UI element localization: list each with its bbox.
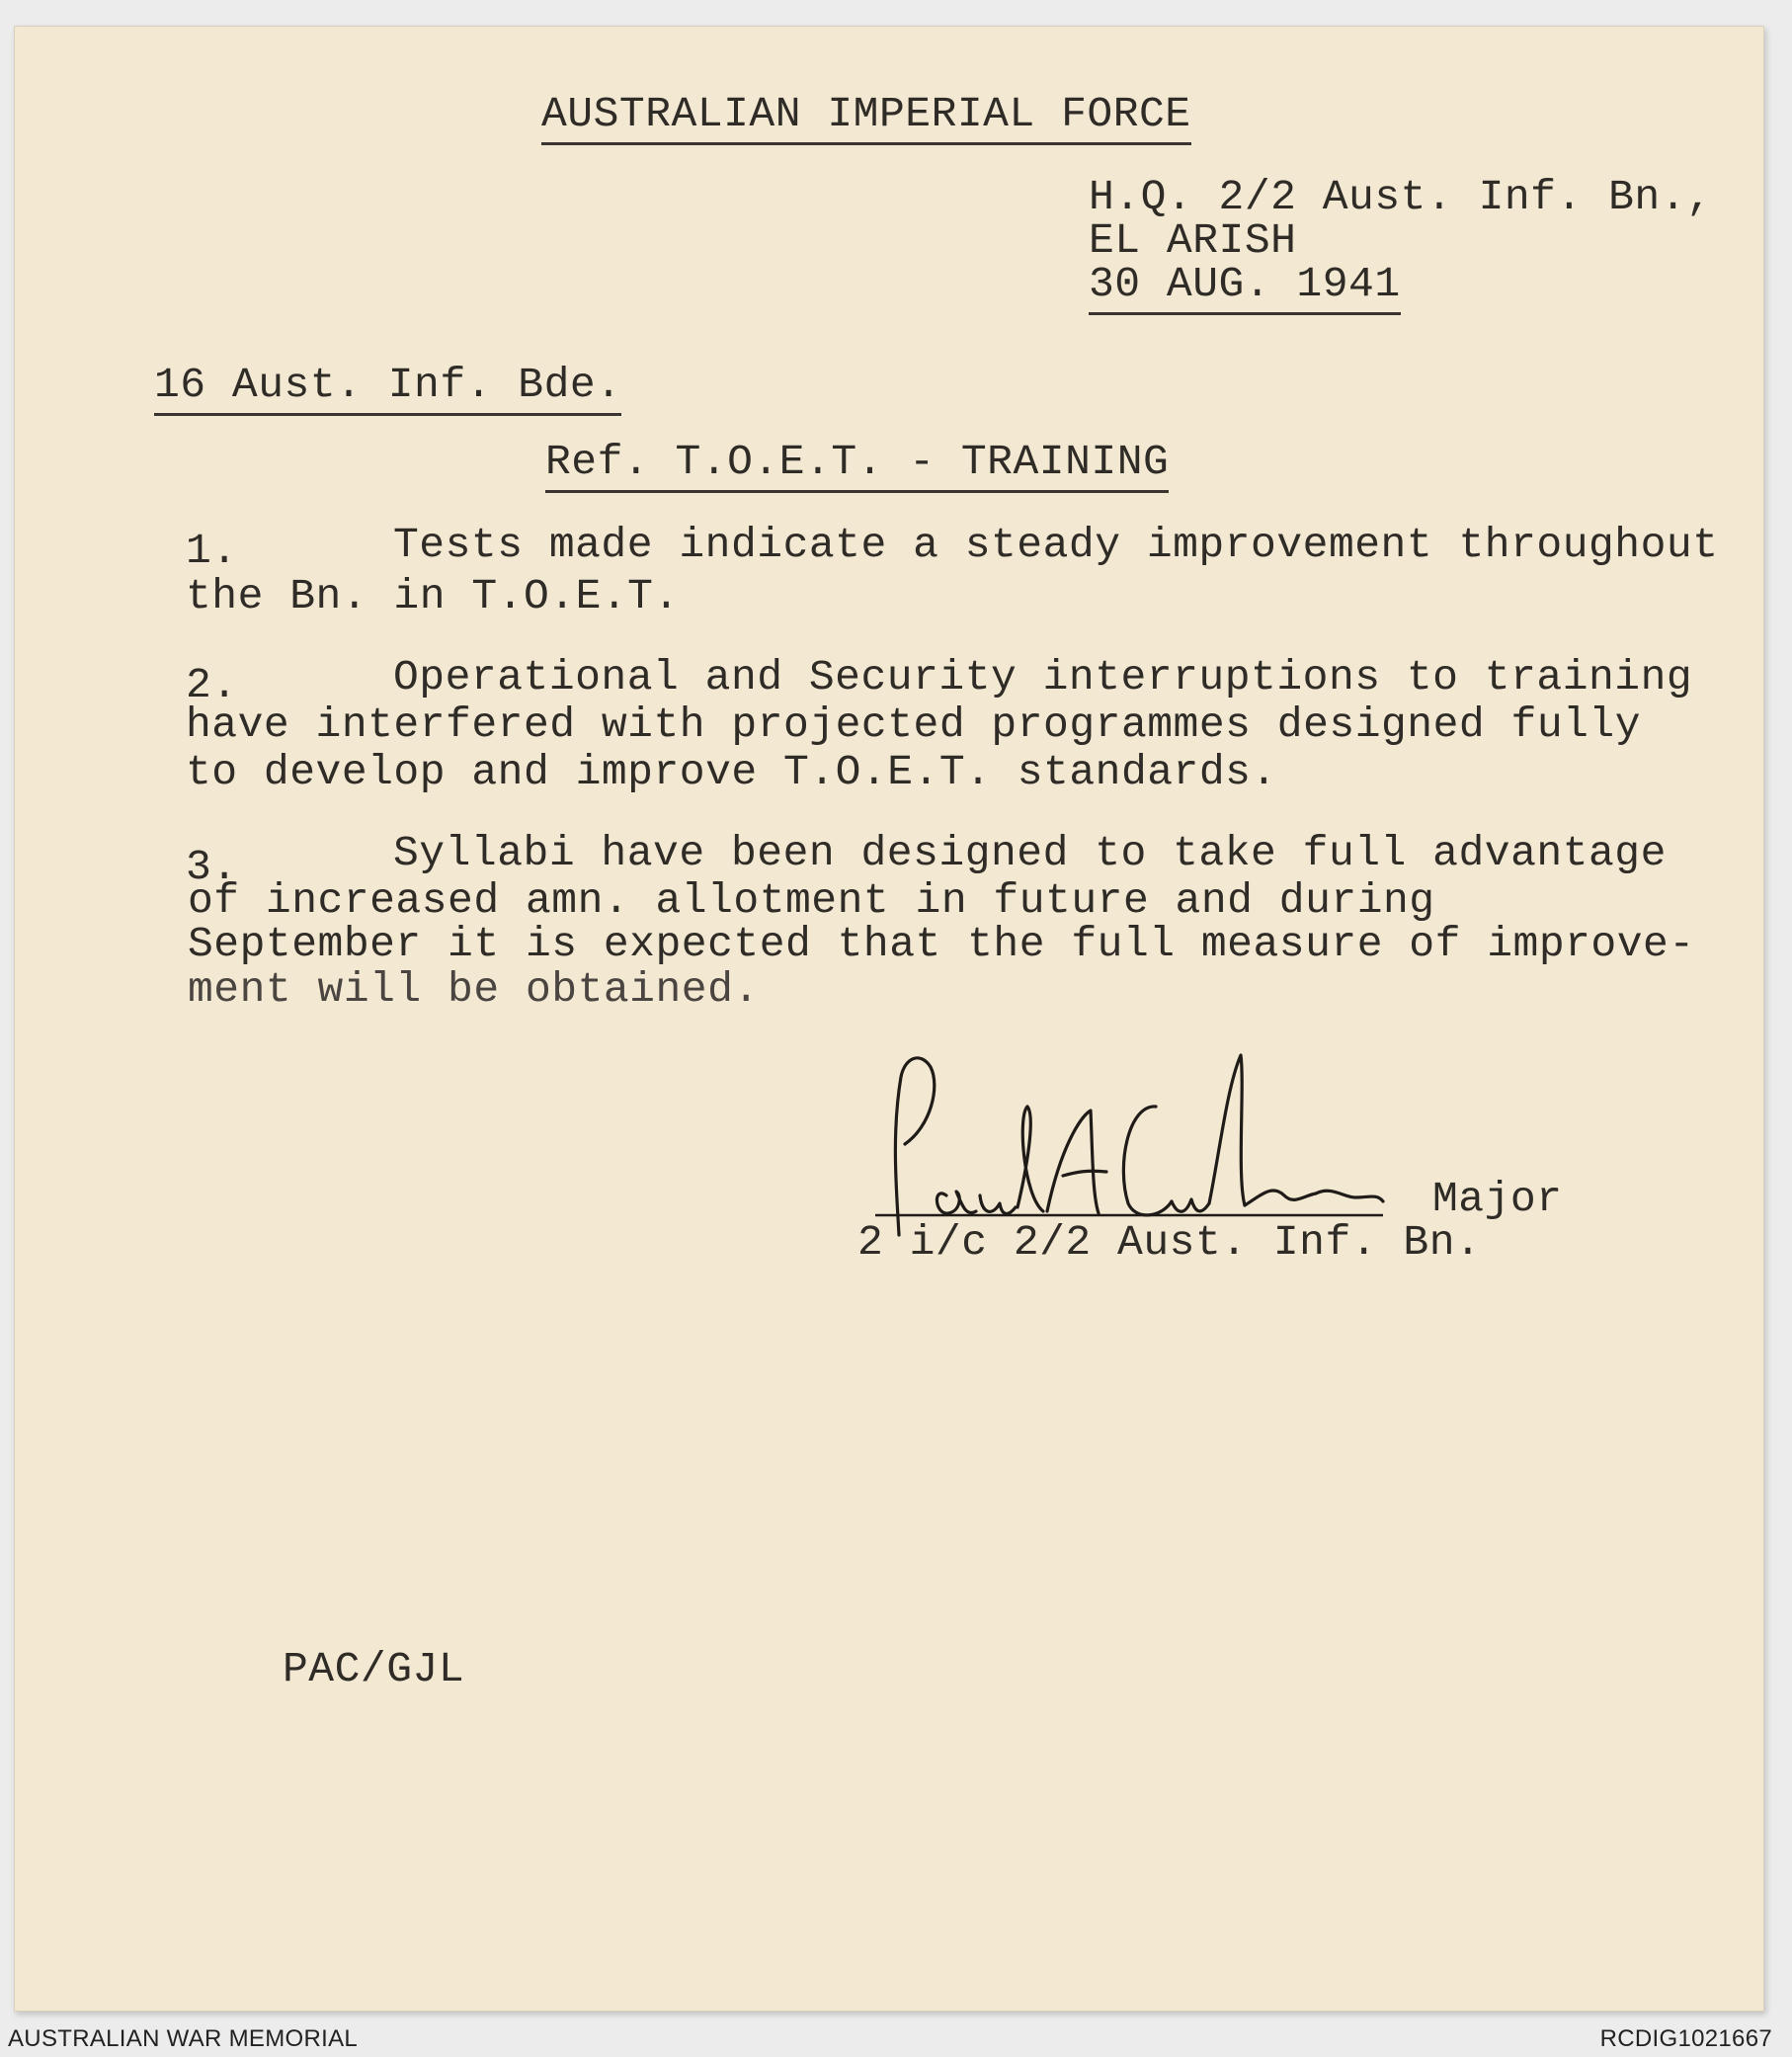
footer-record-id: RCDIG1021667 — [1599, 2025, 1772, 2052]
paragraph-2-line-2: have interfered with projected programmes designed fully — [186, 700, 1642, 749]
signatory-appointment: 2 i/c 2/2 Aust. Inf. Bn. — [857, 1218, 1482, 1267]
paragraph-1-number: 1. — [186, 527, 238, 575]
letter-date: 30 AUG. 1941 — [1089, 263, 1401, 315]
letter-page — [14, 26, 1764, 2012]
paragraph-3-line-2: of increased amn. allotment in future and during — [188, 876, 1435, 925]
addressee: 16 Aust. Inf. Bde. — [154, 364, 621, 416]
paragraph-1-line-2: the Bn. in T.O.E.T. — [186, 572, 680, 620]
letterhead-title: AUSTRALIAN IMPERIAL FORCE — [541, 93, 1191, 145]
paragraph-2-number: 2. — [186, 661, 238, 709]
subject-line: Ref. T.O.E.T. - TRAINING — [545, 441, 1169, 493]
paragraph-3-line-1: Syllabi have been designed to take full advantage — [393, 829, 1667, 877]
footer-archive-name: AUSTRALIAN WAR MEMORIAL — [8, 2025, 359, 2052]
paragraph-3-line-3: September it is expected that the full measure of improve- — [188, 920, 1695, 968]
signatory-rank: Major — [1432, 1175, 1563, 1223]
paragraph-3-line-4: ment will be obtained. — [188, 965, 760, 1014]
paragraph-2-line-1: Operational and Security interruptions to training — [393, 653, 1693, 701]
sender-line-1: H.Q. 2/2 Aust. Inf. Bn., — [1089, 173, 1713, 221]
paragraph-2-line-3: to develop and improve T.O.E.T. standards. — [186, 748, 1277, 796]
paragraph-1-line-1: Tests made indicate a steady improvement throughout — [393, 521, 1719, 569]
sender-line-2: EL ARISH — [1089, 216, 1297, 265]
handwritten-signature — [869, 1047, 1403, 1245]
reference-initials: PAC/GJL — [283, 1645, 465, 1693]
paragraph-3-number: 3. — [186, 843, 238, 891]
